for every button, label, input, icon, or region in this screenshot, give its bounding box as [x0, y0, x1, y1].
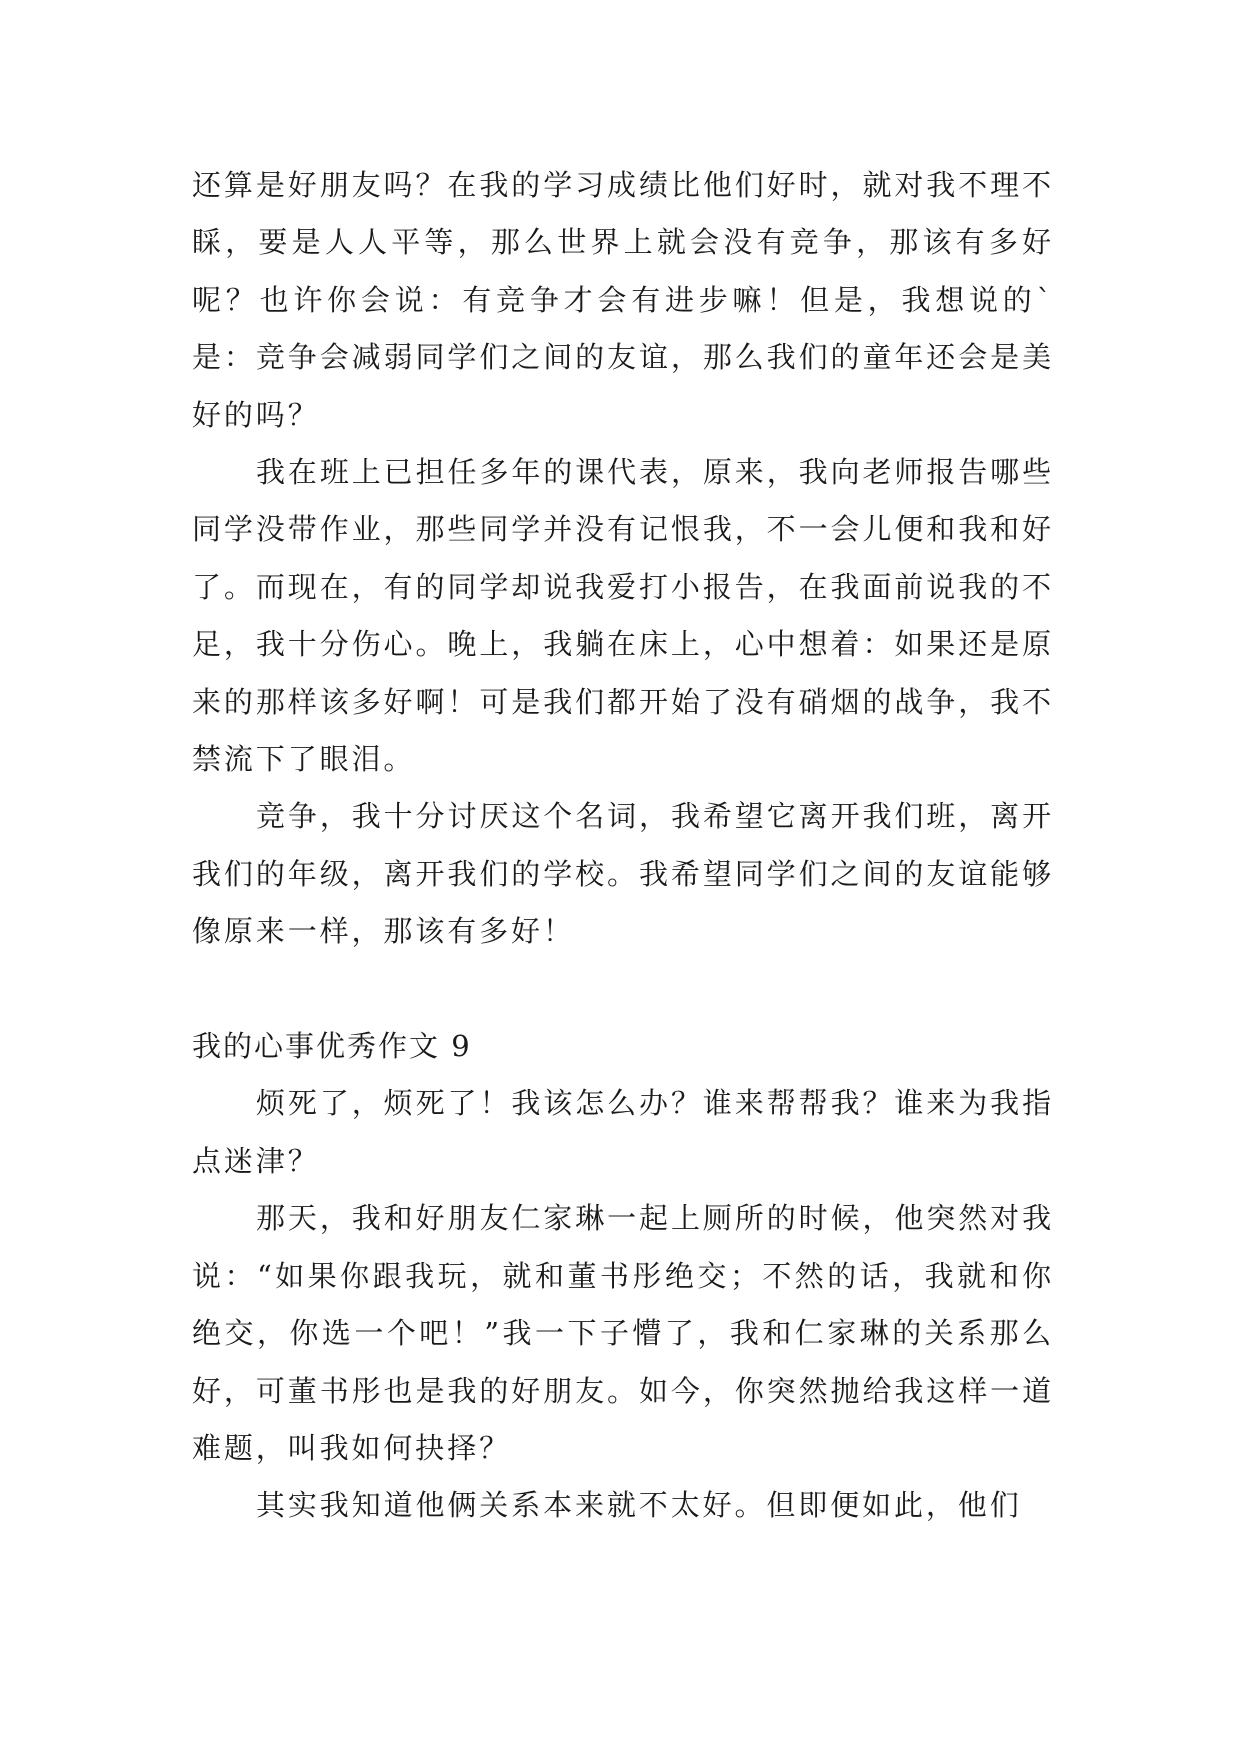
document-body	[192, 157, 1054, 1535]
paragraph: 那天，我和好朋友仁家琳一起上厕所的时候，他突然对我说：“如果你跟我玩，就和董书彤绝交；不然的话，我就和你绝交，你选一个吧！”我一下子懵了，我和仁家琳的关系那么好，可董书彤也是我的好朋友。如今，你突然抛给我这样一道难题，叫我如何抉择？	[192, 1201, 1054, 1465]
paragraph: 烦死了，烦死了！我该怎么办？谁来帮帮我？谁来为我指点迷津？	[192, 1086, 1054, 1178]
paragraph: 其实我知道他俩关系本来就不太好。但即便如此，他们	[256, 1488, 1022, 1523]
section-spacer	[192, 961, 1054, 1018]
section-heading: 我的心事优秀作文 9	[192, 1029, 472, 1064]
paragraph: 竞争，我十分讨厌这个名词，我希望它离开我们班，离开我们的年级，离开我们的学校。我希望同学们之间的友谊能够像原来一样，那该有多好！	[192, 799, 1054, 949]
paragraph: 还算是好朋友吗？在我的学习成绩比他们好时，就对我不理不睬，要是人人平等，那么世界上就会没有竞争，那该有多好呢？也许你会说：有竞争才会有进步嘛！但是，我想说的`是：竞争会减弱同学们之间的友谊，那么我们的童年还会是美好的吗？	[192, 168, 1054, 432]
paragraph: 我在班上已担任多年的课代表，原来，我向老师报告哪些同学没带作业，那些同学并没有记恨我，不一会儿便和我和好了。而现在，有的同学却说我爱打小报告，在我面前说我的不足，我十分伤心。晚上，我躺在床上，心中想着：如果还是原来的那样该多好啊！可是我们都开始了没有硝烟的战争，我不禁流下了眼泪。	[192, 455, 1054, 777]
